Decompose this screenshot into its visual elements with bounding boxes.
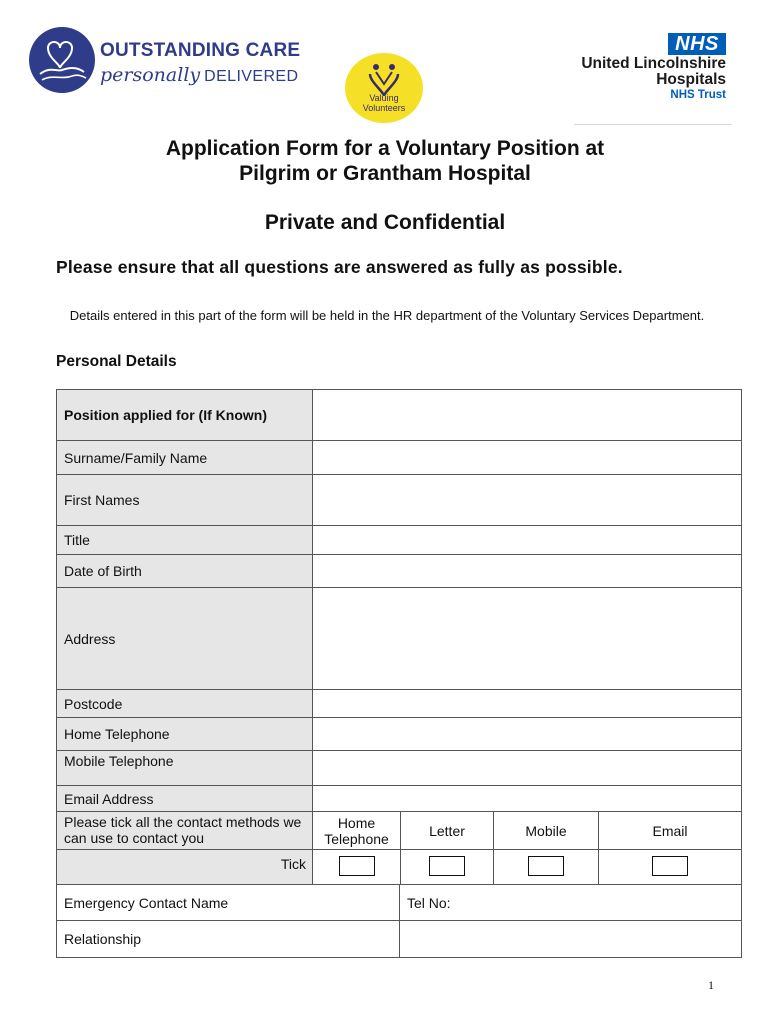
page-number: 1: [708, 978, 714, 992]
checkbox-mobile[interactable]: [528, 856, 564, 876]
label-relationship: Relationship: [56, 920, 399, 958]
logo-word-valuing: Valuing: [369, 93, 399, 103]
trust-name-line1: United Lincolnshire: [581, 55, 726, 72]
label-home-telephone: Home Telephone: [56, 717, 312, 750]
outstanding-care-logo: [28, 26, 301, 96]
tick-cell-email: [598, 849, 742, 884]
checkbox-letter[interactable]: [429, 856, 465, 876]
date-of-birth-input[interactable]: [312, 554, 742, 587]
logo-word-personally: personally: [100, 64, 201, 86]
confidential-heading: Private and Confidential: [264, 211, 506, 234]
outstanding-care-emblem-icon: [28, 26, 96, 94]
email-address-input[interactable]: [312, 785, 742, 811]
mobile-telephone-input[interactable]: [312, 750, 742, 785]
title-input[interactable]: [312, 525, 742, 554]
logo-word-volunteers: Volunteers: [362, 103, 406, 113]
valuing-volunteers-badge-icon: [344, 52, 424, 124]
home-telephone-input[interactable]: [312, 717, 742, 750]
contact-option-home-telephone: Home Telephone: [312, 811, 400, 849]
contact-option-email: Email: [598, 811, 742, 849]
postcode-input[interactable]: [312, 689, 742, 717]
label-postcode: Postcode: [56, 689, 312, 717]
label-contact-methods: Please tick all the contact methods we can use to contact you: [56, 811, 312, 849]
hr-note: Details entered in this part of the form will be held in the HR department of the Voluntary Services Department.: [69, 308, 705, 323]
logo-word-delivered: DELIVERED: [204, 68, 299, 85]
valuing-volunteers-logo: [344, 52, 424, 124]
label-position: Position applied for (If Known): [56, 389, 312, 440]
trust-subtitle: NHS Trust: [670, 89, 726, 101]
label-address: Address: [56, 587, 312, 689]
checkbox-email[interactable]: [652, 856, 688, 876]
first-names-input[interactable]: [312, 474, 742, 525]
address-input[interactable]: [312, 587, 742, 689]
label-emergency-contact-name: Emergency Contact Name: [56, 884, 399, 920]
form-title-line1: Application Form for a Voluntary Position at: [165, 137, 605, 160]
section-title-personal-details: Personal Details: [56, 353, 177, 370]
tick-cell-home-telephone: [312, 849, 400, 884]
label-mobile-telephone: Mobile Telephone: [56, 750, 312, 785]
trust-name: [581, 56, 726, 88]
label-tick: Tick: [56, 849, 312, 884]
checkbox-home-telephone[interactable]: [339, 856, 375, 876]
tick-cell-letter: [400, 849, 493, 884]
tick-cell-mobile: [493, 849, 598, 884]
contact-option-letter: Letter: [400, 811, 493, 849]
instruction-text: Please ensure that all questions are answered as fully as possible.: [56, 257, 623, 277]
relationship-input[interactable]: [399, 920, 742, 958]
surname-input[interactable]: [312, 440, 742, 474]
label-email-address: Email Address: [56, 785, 312, 811]
position-input[interactable]: [312, 389, 742, 440]
label-first-names: First Names: [56, 474, 312, 525]
label-tel-no: Tel No:: [407, 894, 451, 911]
label-surname: Surname/Family Name: [56, 440, 312, 474]
emergency-tel-field[interactable]: [399, 884, 742, 920]
label-title: Title: [56, 525, 312, 554]
trust-name-line2: Hospitals: [656, 71, 726, 88]
contact-option-mobile: Mobile: [493, 811, 598, 849]
label-date-of-birth: Date of Birth: [56, 554, 312, 587]
logo-line-personally-delivered: [100, 64, 298, 86]
nhs-badge: NHS: [668, 33, 726, 55]
form-title-line2: Pilgrim or Grantham Hospital: [239, 162, 531, 185]
header-divider: [574, 124, 732, 125]
logo-line-outstanding-care: OUTSTANDING CARE: [100, 40, 301, 61]
